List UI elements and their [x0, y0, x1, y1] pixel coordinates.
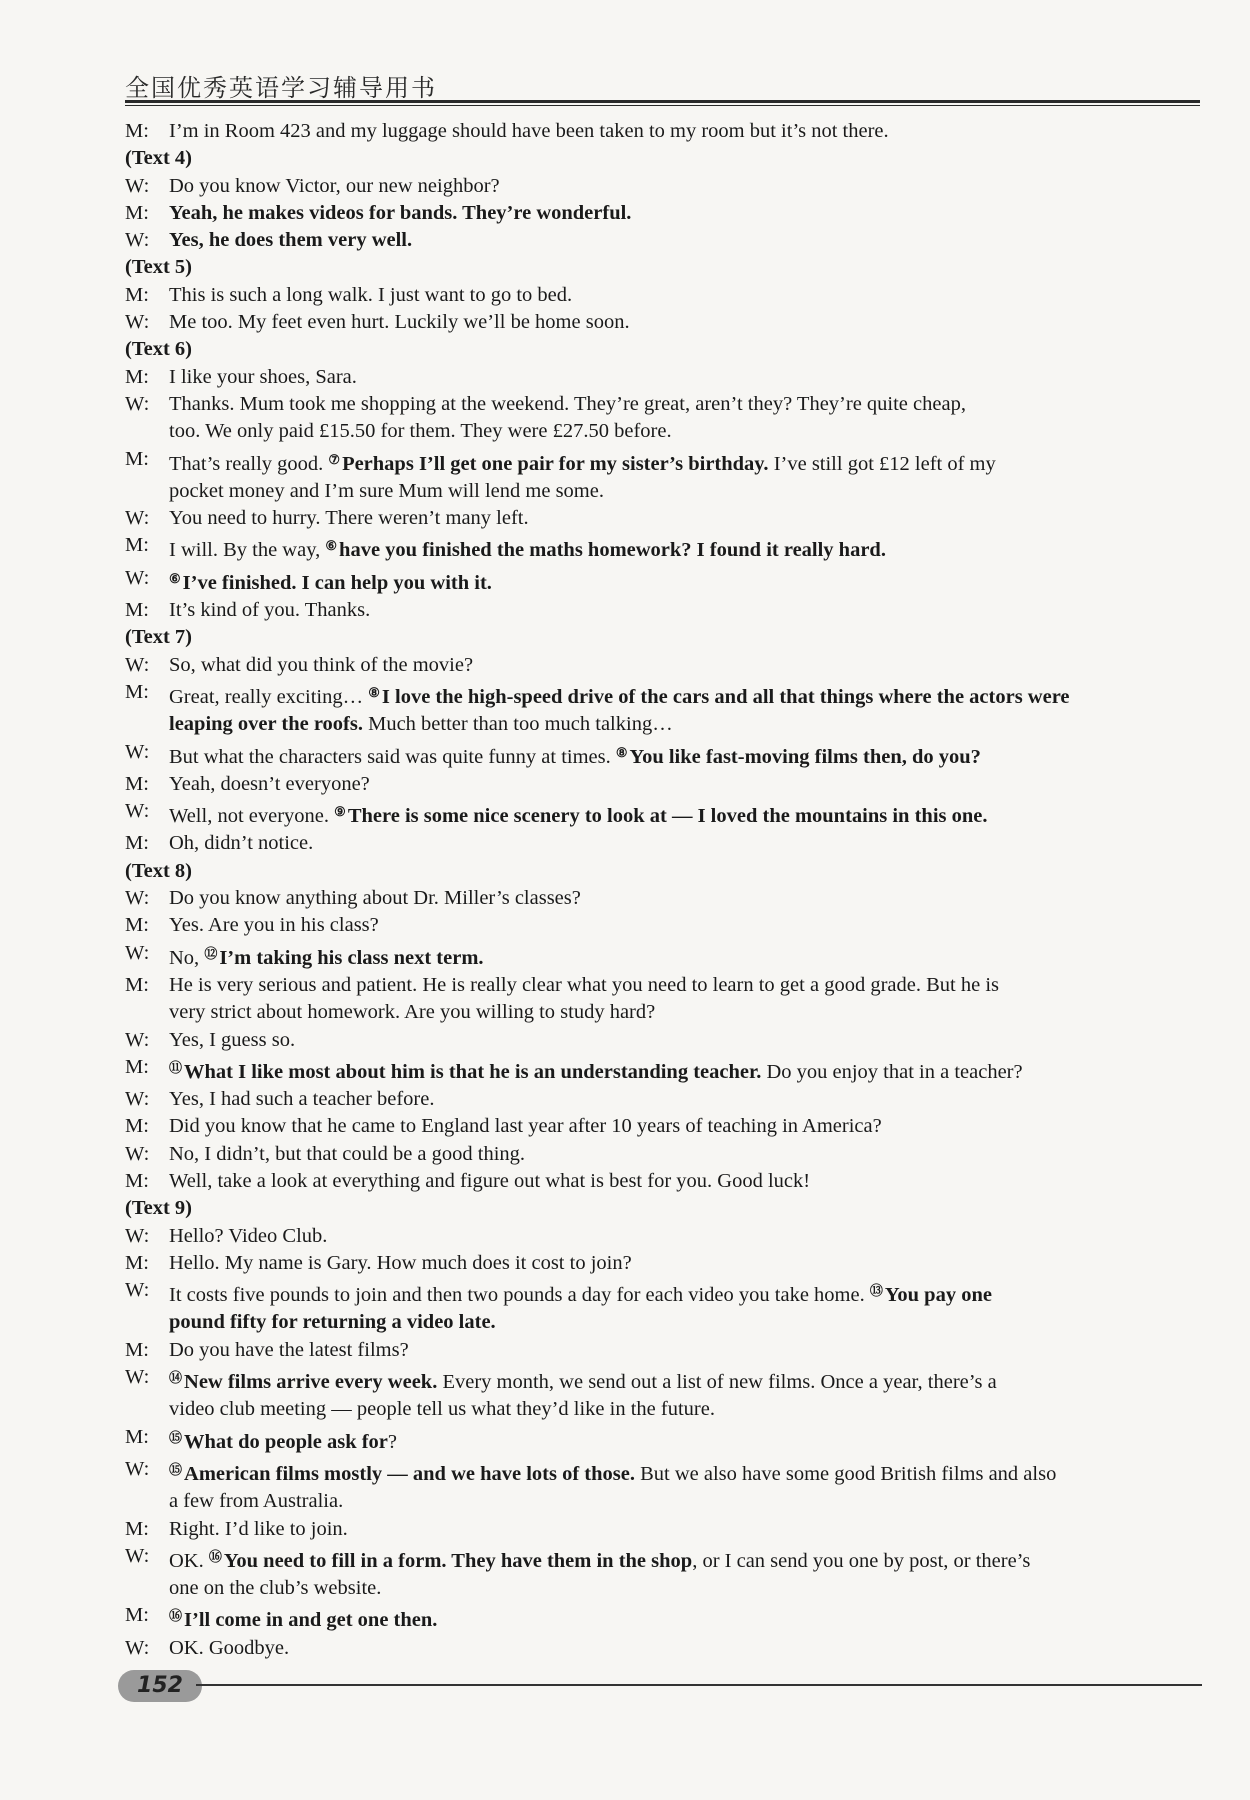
section-heading — [125, 145, 1203, 172]
dialogue-line-continuation — [125, 1396, 1203, 1423]
dialogue-line — [125, 1168, 1203, 1195]
text-run: Do you know anything about Dr. Miller’s classes? — [169, 887, 581, 910]
text-run: Oh, didn’t notice. — [169, 832, 314, 855]
dialogue-line — [125, 364, 1203, 391]
answer-text: Perhaps I’ll get one pair for my sister’s birthday. — [342, 452, 769, 475]
section-heading — [125, 624, 1203, 651]
dialogue-line — [125, 940, 1203, 972]
dialogue-line — [125, 1543, 1203, 1575]
speaker-label: M: — [125, 914, 149, 937]
dialogue-line — [125, 771, 1203, 798]
answer-text: You like fast-moving films then, do you? — [629, 745, 981, 768]
speaker-label: M: — [125, 447, 149, 470]
text-run: one on the club’s website. — [169, 1577, 382, 1600]
speaker-label: W: — [125, 1636, 150, 1659]
dialogue-line — [125, 798, 1203, 830]
text-run: (Text 5) — [125, 256, 192, 279]
answer-text: leaping over the roofs. — [169, 713, 363, 736]
text-run: (Text 6) — [125, 338, 192, 361]
dialogue-line — [125, 1456, 1203, 1488]
text-run: Do you enjoy that in a teacher? — [761, 1060, 1023, 1083]
dialogue-line — [125, 1364, 1203, 1396]
text-run: Did you know that he came to England last year after 10 years of teaching in America? — [169, 1115, 882, 1138]
dialogue-line — [125, 885, 1203, 912]
dialogue-line-continuation — [125, 999, 1203, 1026]
speaker-label: W: — [125, 1544, 150, 1567]
speaker-label: W: — [125, 653, 150, 676]
dialogue-line-continuation — [125, 418, 1203, 445]
text-run: It’s kind of you. Thanks. — [169, 599, 371, 622]
dialogue-line — [125, 912, 1203, 939]
dialogue-line — [125, 505, 1203, 532]
text-run: pocket money and I’m sure Mum will lend me some. — [169, 479, 604, 502]
speaker-label: W: — [125, 941, 150, 964]
speaker-label: M: — [125, 1425, 149, 1448]
speaker-label: M: — [125, 283, 149, 306]
speaker-label: M: — [125, 1169, 149, 1192]
dialogue-line — [125, 391, 1203, 418]
speaker-label: W: — [125, 800, 150, 823]
text-run: That’s really good. — [169, 452, 329, 475]
answer-marker: ⑬ — [869, 1283, 883, 1299]
dialogue-line — [125, 597, 1203, 624]
text-run: OK. — [169, 1549, 209, 1572]
speaker-label: W: — [125, 229, 150, 252]
speaker-label: W: — [125, 566, 150, 589]
footer-rule — [196, 1684, 1202, 1686]
dialogue-line — [125, 173, 1203, 200]
text-run: Hello. My name is Gary. How much does it cost to join? — [169, 1251, 632, 1274]
text-run: Do you have the latest films? — [169, 1338, 409, 1361]
text-run: very strict about homework. Are you willing to study hard? — [169, 1001, 656, 1024]
dialogue-line — [125, 739, 1203, 771]
dialogue-line — [125, 446, 1203, 478]
dialogue-line — [125, 1424, 1203, 1456]
speaker-label: W: — [125, 1224, 150, 1247]
dialogue-transcript — [125, 118, 1203, 1662]
dialogue-line — [125, 1250, 1203, 1277]
dialogue-line — [125, 1337, 1203, 1364]
answer-text: Yeah, he makes videos for bands. They’re wonderful. — [169, 201, 632, 224]
speaker-label: W: — [125, 1142, 150, 1165]
text-run: ? — [387, 1430, 398, 1453]
dialogue-line — [125, 1277, 1203, 1309]
speaker-label: M: — [125, 1517, 149, 1540]
text-run: I’m in Room 423 and my luggage should have been taken to my room but it’s not there. — [169, 120, 889, 142]
header-rule — [125, 100, 1200, 106]
dialogue-line — [125, 1602, 1203, 1634]
answer-marker: ⑧ — [615, 744, 628, 760]
answer-text: New films arrive every week. — [184, 1371, 438, 1394]
speaker-label: M: — [125, 599, 149, 622]
dialogue-line — [125, 972, 1203, 999]
speaker-label: W: — [125, 1279, 150, 1302]
text-run: But we also have some good British films and also — [634, 1462, 1057, 1485]
answer-marker: ⑦ — [328, 451, 341, 467]
text-run: Me too. My feet even hurt. Luckily we’ll be home soon. — [169, 311, 630, 334]
dialogue-line — [125, 282, 1203, 309]
dialogue-line — [125, 200, 1203, 227]
answer-marker: ⑫ — [204, 945, 218, 961]
text-run: Yeah, doesn’t everyone? — [169, 772, 370, 795]
speaker-label: W: — [125, 311, 150, 334]
speaker-label: W: — [125, 1028, 150, 1051]
speaker-label: M: — [125, 772, 149, 795]
dialogue-line-continuation — [125, 1309, 1203, 1336]
speaker-label: M: — [125, 1604, 149, 1627]
speaker-label: M: — [125, 534, 149, 557]
dialogue-line — [125, 1223, 1203, 1250]
speaker-label: M: — [125, 973, 149, 996]
text-run: Well, take a look at everything and figure out what is best for you. Good luck! — [169, 1169, 811, 1192]
text-run: Do you know Victor, our new neighbor? — [169, 174, 500, 197]
text-run: Much better than too much talking… — [362, 713, 673, 736]
answer-marker: ⑥ — [325, 538, 338, 554]
answer-text: You need to fill in a form. They have them in the shop — [223, 1549, 693, 1572]
answer-text: I’ll come in and get one then. — [184, 1609, 438, 1632]
text-run: This is such a long walk. I just want to go to bed. — [169, 283, 573, 306]
section-heading — [125, 336, 1203, 363]
text-run: So, what did you think of the movie? — [169, 653, 474, 676]
text-run: (Text 7) — [125, 626, 192, 649]
text-run: a few from Australia. — [169, 1490, 344, 1513]
speaker-label: W: — [125, 1457, 150, 1480]
text-run: (Text 8) — [125, 859, 192, 882]
dialogue-line — [125, 1516, 1203, 1543]
section-heading — [125, 254, 1203, 281]
answer-text: You pay one — [884, 1284, 992, 1307]
section-heading — [125, 1195, 1203, 1222]
answer-marker: ⑪ — [169, 1059, 183, 1075]
speaker-label: M: — [125, 201, 149, 224]
answer-marker: ⑥ — [169, 570, 181, 586]
dialogue-line — [125, 227, 1203, 254]
text-run: But what the characters said was quite funny at times. — [169, 745, 616, 768]
text-run: Right. I’d like to join. — [169, 1517, 348, 1540]
answer-marker: ⑮ — [169, 1461, 183, 1477]
answer-text: What I like most about him is that he is an understanding teacher. — [184, 1060, 762, 1083]
speaker-label: M: — [125, 120, 149, 142]
dialogue-line — [125, 830, 1203, 857]
dialogue-line — [125, 565, 1203, 597]
answer-text: What do people ask for — [184, 1430, 388, 1453]
dialogue-line — [125, 1027, 1203, 1054]
dialogue-line — [125, 532, 1203, 564]
answer-marker: ⑮ — [169, 1429, 183, 1445]
dialogue-line — [125, 1054, 1203, 1086]
dialogue-line — [125, 679, 1203, 711]
speaker-label: W: — [125, 174, 150, 197]
speaker-label: M: — [125, 832, 149, 855]
answer-text: American films mostly — and we have lots of those. — [184, 1462, 635, 1485]
text-run: Yes, I had such a teacher before. — [169, 1088, 435, 1111]
text-run: OK. Goodbye. — [169, 1636, 290, 1659]
answer-marker: ⑯ — [208, 1548, 222, 1564]
text-run: (Text 4) — [125, 147, 192, 170]
dialogue-line-continuation — [125, 711, 1203, 738]
speaker-label: W: — [125, 1366, 150, 1389]
page-number: 152 — [118, 1670, 202, 1702]
speaker-label: W: — [125, 740, 150, 763]
text-run: I will. By the way, — [169, 539, 326, 562]
answer-text: There is some nice scenery to look at — I loved the mountains in this one. — [347, 805, 988, 828]
text-run: I like your shoes, Sara. — [169, 365, 357, 388]
text-run: Every month, we send out a list of new films. Once a year, there’s a — [437, 1371, 997, 1394]
text-run: Yes, I guess so. — [169, 1028, 296, 1051]
dialogue-line — [125, 1113, 1203, 1140]
answer-text: I’ve finished. I can help you with it. — [182, 571, 492, 594]
speaker-label: M: — [125, 1115, 149, 1138]
speaker-label: M: — [125, 365, 149, 388]
text-run: Thanks. Mum took me shopping at the weekend. They’re great, aren’t they? They’re quite cheap, — [169, 392, 966, 415]
dialogue-line — [125, 1086, 1203, 1113]
text-run: He is very serious and patient. He is really clear what you need to learn to get a good grade. But he is — [169, 973, 999, 996]
speaker-label: M: — [125, 1055, 149, 1078]
dialogue-line — [125, 118, 1203, 145]
speaker-label: M: — [125, 680, 149, 703]
speaker-label: M: — [125, 1338, 149, 1361]
answer-marker: ⑯ — [169, 1608, 183, 1624]
text-run: Yes. Are you in his class? — [169, 914, 379, 937]
speaker-label: W: — [125, 507, 150, 530]
speaker-label: W: — [125, 1088, 150, 1111]
answer-text: Yes, he does them very well. — [169, 229, 413, 252]
text-run: , or I can send you one by post, or there’s — [692, 1549, 1031, 1572]
dialogue-line — [125, 652, 1203, 679]
text-run: video club meeting — people tell us what they’d like in the future. — [169, 1398, 715, 1421]
answer-text: I love the high-speed drive of the cars and all that things where the actors were — [381, 685, 1070, 708]
text-run: No, — [169, 946, 205, 969]
section-heading — [125, 858, 1203, 885]
text-run: Well, not everyone. — [169, 805, 335, 828]
dialogue-line-continuation — [125, 1575, 1203, 1602]
speaker-label: W: — [125, 887, 150, 910]
running-header: 全国优秀英语学习辅导用书 — [125, 74, 437, 102]
text-run: Hello? Video Club. — [169, 1224, 328, 1247]
answer-marker: ⑨ — [334, 804, 346, 820]
answer-text: pound fifty for returning a video late. — [169, 1311, 496, 1334]
answer-marker: ⑧ — [368, 684, 380, 700]
dialogue-line — [125, 1635, 1203, 1662]
text-run: I’ve still got £12 left of my — [768, 452, 996, 475]
text-run: You need to hurry. There weren’t many left. — [169, 507, 529, 530]
speaker-label: M: — [125, 1251, 149, 1274]
text-run: (Text 9) — [125, 1197, 192, 1220]
dialogue-line — [125, 1141, 1203, 1168]
text-run: It costs five pounds to join and then two pounds a day for each video you take home. — [169, 1284, 870, 1307]
text-run: too. We only paid £15.50 for them. They were £27.50 before. — [169, 420, 672, 443]
text-run: Great, really exciting… — [169, 685, 369, 708]
answer-text: have you finished the maths homework? I found it really hard. — [339, 539, 886, 562]
dialogue-line-continuation — [125, 478, 1203, 505]
speaker-label: W: — [125, 392, 150, 415]
answer-marker: ⑭ — [169, 1370, 183, 1386]
dialogue-line — [125, 309, 1203, 336]
text-run: No, I didn’t, but that could be a good thing. — [169, 1142, 526, 1165]
answer-text: I’m taking his class next term. — [219, 946, 484, 969]
dialogue-line-continuation — [125, 1488, 1203, 1515]
